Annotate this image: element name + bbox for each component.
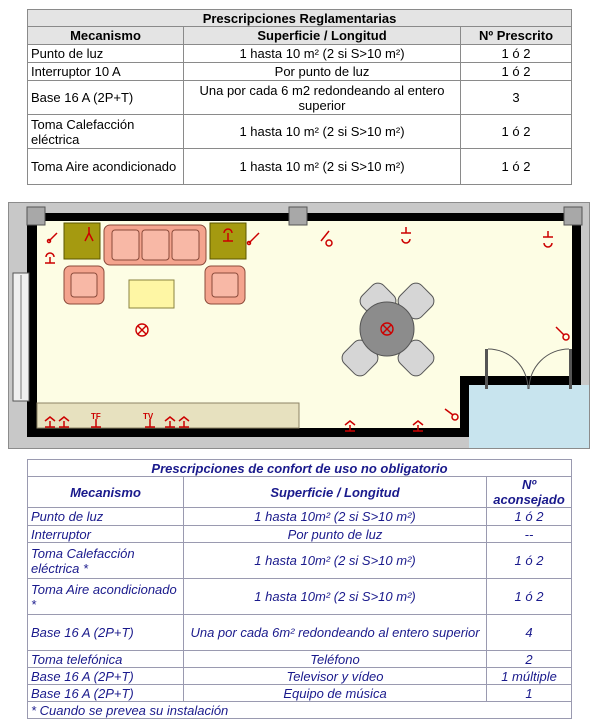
table1-cell-superficie: 1 hasta 10 m² (2 si S>10 m²): [184, 149, 461, 185]
table-row: [28, 508, 572, 526]
exterior-area: [469, 385, 589, 448]
table1-cell-superficie: Por punto de luz: [184, 63, 461, 81]
coffee-table: [129, 280, 174, 308]
table2-cell-mecanismo: Base 16 A (2P+T): [28, 685, 184, 702]
prescripciones-confort-table: [27, 459, 572, 719]
table-row: [28, 115, 572, 149]
table-row: [28, 615, 572, 651]
table2-cell-superficie: 1 hasta 10m² (2 si S>10 m²): [184, 508, 487, 526]
table2-cell-aconsejado: 4: [487, 615, 572, 651]
table-row: [28, 668, 572, 685]
table2-cell-superficie: 1 hasta 10m² (2 si S>10 m²): [184, 543, 487, 579]
table2-cell-superficie: Teléfono: [184, 651, 487, 668]
table2-cell-mecanismo: Toma Calefacción eléctrica *: [28, 543, 184, 579]
table2-cell-mecanismo: Toma telefónica: [28, 651, 184, 668]
table1-cell-prescrito: 1 ó 2: [461, 115, 572, 149]
table1-cell-prescrito: 3: [461, 81, 572, 115]
table2-footnote: * Cuando se prevea su instalación: [28, 702, 572, 719]
table1-cell-mecanismo: Interruptor 10 A: [28, 63, 184, 81]
table1-cell-prescrito: 1 ó 2: [461, 149, 572, 185]
table1-cell-mecanismo: Toma Aire acondicionado: [28, 149, 184, 185]
table-row: [28, 526, 572, 543]
table2-cell-aconsejado: 1: [487, 685, 572, 702]
table2-cell-aconsejado: 1 ó 2: [487, 508, 572, 526]
living-room-floor-plan: [8, 202, 590, 449]
table2-cell-aconsejado: 2: [487, 651, 572, 668]
table-row: [28, 45, 572, 63]
table1-header-superficie: Superficie / Longitud: [184, 27, 461, 45]
table2-cell-mecanismo: Toma Aire acondicionado *: [28, 579, 184, 615]
table-row: [28, 702, 572, 719]
table2-cell-superficie: Por punto de luz: [184, 526, 487, 543]
floor-plan-drawing: [9, 203, 589, 448]
column: [27, 207, 45, 225]
table-row: [28, 63, 572, 81]
table2-header-mecanismo: Mecanismo: [28, 477, 184, 508]
table-row: [28, 149, 572, 185]
table2-cell-aconsejado: --: [487, 526, 572, 543]
table2-cell-superficie: Televisor y vídeo: [184, 668, 487, 685]
table1-cell-superficie: Una por cada 6 m2 redondeando al entero superior: [184, 81, 461, 115]
table2-cell-aconsejado: 1 ó 2: [487, 543, 572, 579]
table2-cell-superficie: 1 hasta 10m² (2 si S>10 m²): [184, 579, 487, 615]
table-row: [28, 651, 572, 668]
table2-header-aconsejado: Nº aconsejado: [487, 477, 572, 508]
table1-header-mecanismo: Mecanismo: [28, 27, 184, 45]
prescripciones-reglamentarias-table: [27, 9, 572, 185]
table-row: [28, 81, 572, 115]
table1-cell-prescrito: 1 ó 2: [461, 45, 572, 63]
column: [289, 207, 307, 225]
tv-socket-label: TV: [143, 412, 154, 421]
table2-cell-aconsejado: 1 múltiple: [487, 668, 572, 685]
table1-cell-mecanismo: Toma Calefacción eléctrica: [28, 115, 184, 149]
table1-cell-mecanismo: Base 16 A (2P+T): [28, 81, 184, 115]
table2-header-superficie: Superficie / Longitud: [184, 477, 487, 508]
table1-cell-mecanismo: Punto de luz: [28, 45, 184, 63]
table2-cell-mecanismo: Base 16 A (2P+T): [28, 615, 184, 651]
phone-socket-label: TF: [91, 412, 101, 421]
table2-cell-mecanismo: Base 16 A (2P+T): [28, 668, 184, 685]
table1-header-prescrito: Nº Prescrito: [461, 27, 572, 45]
table-row: [28, 543, 572, 579]
table1-cell-superficie: 1 hasta 10 m² (2 si S>10 m²): [184, 45, 461, 63]
table2-cell-aconsejado: 1 ó 2: [487, 579, 572, 615]
table2-cell-mecanismo: Interruptor: [28, 526, 184, 543]
table2-title: Prescripciones de confort de uso no obligatorio: [28, 460, 572, 477]
side-table: [64, 223, 100, 259]
table2-cell-mecanismo: Punto de luz: [28, 508, 184, 526]
counter: [37, 403, 299, 428]
table2-cell-superficie: Una por cada 6m² redondeando al entero superior: [184, 615, 487, 651]
table1-cell-superficie: 1 hasta 10 m² (2 si S>10 m²): [184, 115, 461, 149]
column: [564, 207, 582, 225]
table1-title: Prescripciones Reglamentarias: [28, 10, 572, 27]
table-row: [28, 579, 572, 615]
table2-cell-superficie: Equipo de música: [184, 685, 487, 702]
table1-cell-prescrito: 1 ó 2: [461, 63, 572, 81]
table-row: [28, 685, 572, 702]
